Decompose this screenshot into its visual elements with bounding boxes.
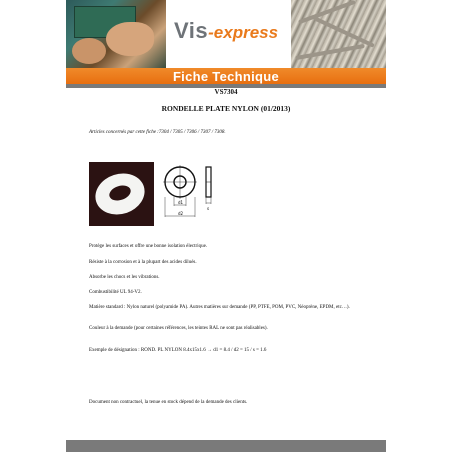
paragraph-corrosion: Résiste à la corrosion et à la plupart des acides dilués. <box>89 260 197 265</box>
banner-title: Fiche Technique <box>172 69 280 84</box>
product-reference: VS7304 <box>214 88 238 96</box>
paragraph-shocks: Absorbe les chocs et les vibrations. <box>89 275 160 280</box>
footer-bar <box>66 440 386 452</box>
washer-photo <box>89 162 154 226</box>
label-s: s <box>207 206 210 211</box>
screw-shape <box>298 0 356 24</box>
paragraph-disclaimer: Document non contractuel, la tenue en stock dépend de la demande des clients. <box>89 400 248 405</box>
articles-line: Articles concernés par cette fiche :7304 / 7305 / 7306 / 7307 / 7308. <box>89 130 226 135</box>
screws-photo <box>291 0 386 68</box>
logo-vis: Vis <box>174 18 209 43</box>
logo-express: -express <box>208 23 279 42</box>
screw-shape <box>313 16 375 48</box>
paragraph-example: Exemple de désignation : ROND. PL NYLON 8.4x15x1.6 → d1 = 8.4 / d2 = 15 / s = 1.6 <box>89 348 267 353</box>
hand-shape-2 <box>72 38 106 64</box>
screw-shape <box>295 44 365 60</box>
paragraph-material: Matière standard : Nylon naturel (polyamide PA). Autres matières sur demande (PP, PTFE, POM, PVC, Néoprène, EPDM, etc…). <box>89 305 350 310</box>
label-d1: d1 <box>178 200 184 205</box>
fiche-technique-bar <box>66 68 386 84</box>
paragraph-isolation: Protège les surfaces et offre une bonne isolation électrique. <box>89 244 208 249</box>
technical-sheet <box>66 0 386 452</box>
paragraph-color: Couleur à la demande (pour certaines références, les teintes RAL ne sont pas réalisables). <box>89 326 268 331</box>
logo-area <box>166 0 291 68</box>
product-title: RONDELLE PLATE NYLON (01/2013) <box>161 104 291 113</box>
hand-shape <box>106 22 154 56</box>
paragraph-combustibility: Combustibilité UL 94-V2. <box>89 290 142 295</box>
electronics-photo <box>66 0 166 68</box>
vis-express-logo <box>174 18 278 44</box>
washer-technical-drawing <box>162 164 226 224</box>
header-banner <box>66 0 386 68</box>
label-d2: d2 <box>178 211 184 216</box>
